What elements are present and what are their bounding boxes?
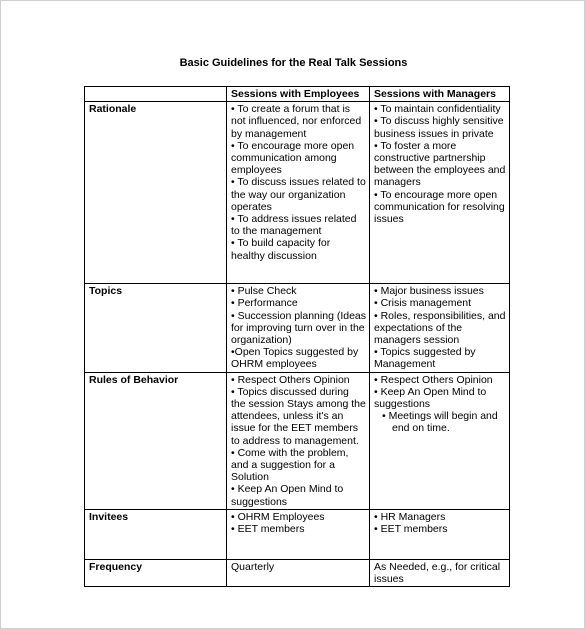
list-item: • Respect Others Opinion (231, 373, 350, 386)
table-row (85, 559, 510, 586)
list-item: • To encourage more open communication for resolving issues (374, 188, 505, 226)
list-item: Quarterly (231, 560, 275, 573)
list-item: •Open Topics suggested by OHRM employees (231, 346, 359, 371)
list-item: • Succession planning (Ideas for improving turn over in the organization) (231, 309, 367, 347)
cell-topics-employees (227, 284, 370, 372)
cell-invitees-employees (227, 509, 370, 559)
table-row (85, 509, 510, 559)
list-item: • To discuss issues related to the way our organization operates (231, 176, 366, 213)
list-item: • Major business issues (374, 285, 484, 298)
list-item: • To address issues related to the management (231, 213, 357, 238)
list-item: • To maintain confidentiality (374, 103, 501, 116)
list-item: • Keep An Open Mind to suggestions (231, 483, 344, 508)
list-item: As Needed, e.g., for critical issues (374, 560, 501, 586)
cell-rationale-managers (370, 102, 510, 284)
guidelines-table (84, 86, 510, 587)
cell-topics-managers (370, 284, 510, 372)
list-item: • EET members (374, 523, 448, 536)
row-label-topics: Topics (85, 284, 227, 372)
list-item: • Topics suggested by Management (374, 346, 476, 371)
row-label-frequency: Frequency (85, 559, 227, 586)
list-item: • Crisis management (374, 297, 472, 310)
header-employees: Sessions with Employees (227, 87, 370, 102)
cell-frequency-employees (227, 559, 370, 586)
cell-invitees-managers (370, 509, 510, 559)
list-item: • To encourage more open communication among employees (231, 139, 355, 177)
table-header-row (85, 87, 510, 102)
list-item: • Topics discussed during the session Stays among the attendees, unless it's an issue for the EET members to address to management. (231, 385, 366, 447)
row-label-rationale: Rationale (85, 102, 227, 284)
list-item: • To create a forum that is not influenced, nor enforced by management (231, 103, 362, 140)
row-label-invitees: Invitees (85, 509, 227, 559)
cell-rationale-employees (227, 102, 370, 284)
list-item: • To foster a more constructive partnership between the employees and managers (374, 139, 506, 189)
list-item: • To discuss highly sensitive business issues in private (374, 115, 504, 140)
list-item: • To build capacity for healthy discussion (231, 237, 331, 262)
table-row (85, 102, 510, 284)
list-item: • Pulse Check (231, 285, 297, 298)
table-row (85, 372, 510, 509)
cell-frequency-managers (370, 559, 510, 586)
header-managers: Sessions with Managers (370, 87, 510, 102)
cell-rules-employees (227, 372, 370, 509)
table-row (85, 284, 510, 372)
list-item: • Respect Others Opinion (374, 373, 493, 386)
list-item: • Performance (231, 297, 298, 310)
list-item: • OHRM Employees (231, 510, 325, 523)
list-item: • EET members (231, 523, 305, 536)
cell-rules-managers (370, 372, 510, 509)
list-item: • Roles, responsibilities, and expectations of the managers session (374, 309, 506, 347)
header-empty (85, 87, 227, 102)
list-item: • Meetings will begin and end on time. (382, 410, 498, 435)
row-label-rules: Rules of Behavior (85, 372, 227, 509)
list-item: • Come with the problem, and a suggestion for a Solution (231, 446, 349, 484)
list-item: • Keep An Open Mind to suggestions (374, 385, 487, 411)
list-item: • HR Managers (374, 510, 446, 523)
document-title: Basic Guidelines for the Real Talk Sessions (179, 57, 408, 69)
